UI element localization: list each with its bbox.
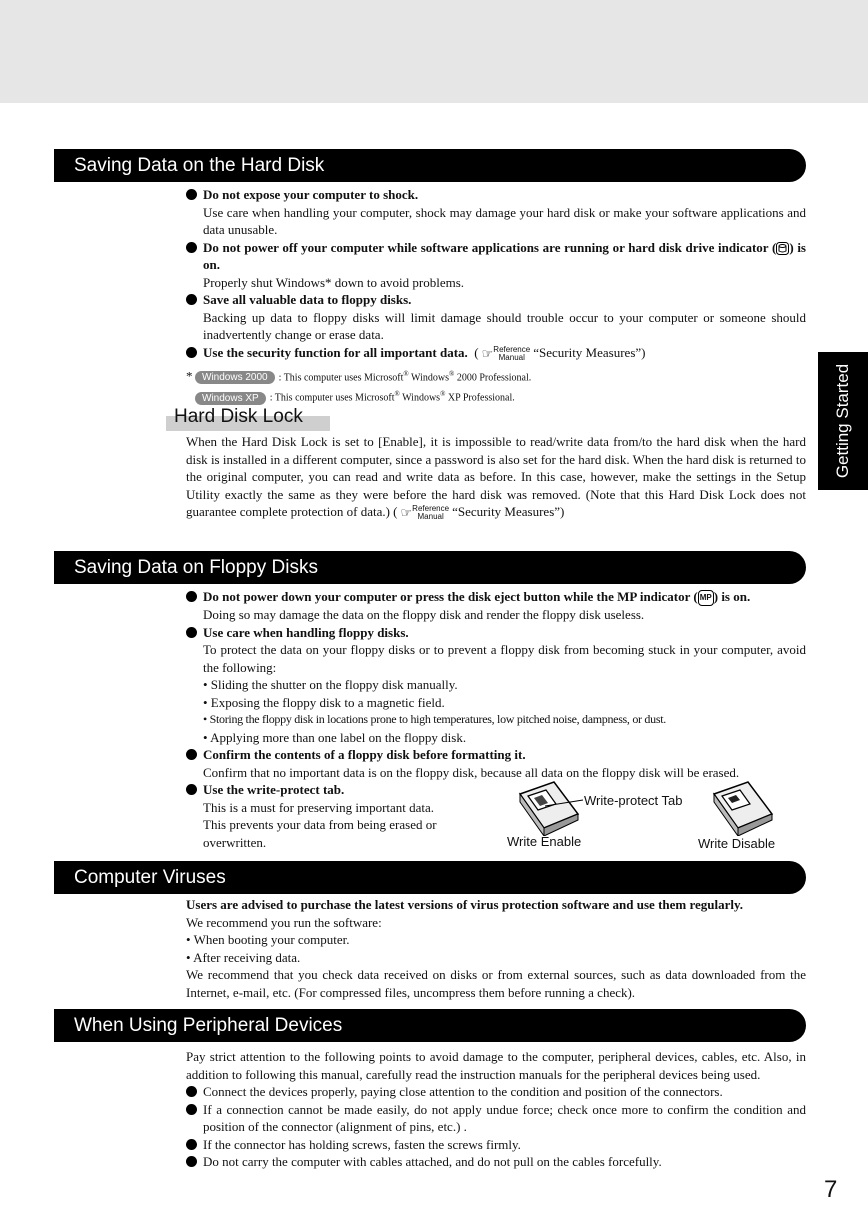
bullet-icon bbox=[186, 1139, 197, 1150]
reference-manual-icon: ☞Reference Manual bbox=[400, 504, 450, 522]
item-text: “Security Measures”) bbox=[533, 344, 646, 360]
bullet-icon bbox=[186, 784, 197, 795]
bullet-icon bbox=[186, 1104, 197, 1115]
hard-disk-lock-text: When the Hard Disk Lock is set to [Enable], it is impossible to read/write data from/to the hard disk when the hard disk is installed in a different computer, since a password is also set for the hard disk. When the hard disk is returned to the original computer, you can read and write data as before. In this case, however, make the settings in the Setup Utility exactly the same as they were before the hard disk was removed. (Note that this Hard Disk Lock does not guarantee complete protection of data.) ( ☞Reference Manual “Security Measures”) bbox=[186, 434, 806, 522]
leader-line bbox=[545, 796, 585, 808]
subsection-heading bbox=[166, 406, 330, 431]
list-item bbox=[186, 746, 806, 781]
os-badge: Windows 2000 bbox=[195, 371, 275, 384]
item-heading: Confirm the contents of a floppy disk before formatting it. bbox=[203, 747, 526, 763]
item-text: Use care when handling your computer, shock may damage your hard disk or make your software applications and data unusable. bbox=[203, 204, 806, 237]
mp-indicator-icon: MP bbox=[698, 590, 714, 606]
floppy-write-disable-icon bbox=[708, 780, 778, 836]
item-heading: Use care when handling floppy disks. bbox=[203, 624, 409, 640]
write-protect-tab-label: Write-protect Tab bbox=[584, 793, 683, 808]
viruses-heading: Users are advised to purchase the latest versions of virus protection software and use them regularly. bbox=[186, 897, 744, 912]
write-enable-label: Write Enable bbox=[507, 834, 582, 849]
item-text: Backing up data to floppy disks will limit damage should trouble occur to your computer or someone should inadvertently change or erase data. bbox=[203, 309, 806, 342]
sub-item: • Applying more than one label on the floppy disk. bbox=[203, 729, 467, 745]
viruses-line: • After receiving data. bbox=[186, 949, 301, 965]
item-text: Properly shut Windows* down to avoid problems. bbox=[203, 274, 465, 290]
item-heading: Do not power down your computer or press the disk eject button while the MP indicator ( MP ) is on. bbox=[203, 588, 806, 606]
bullet-icon bbox=[186, 347, 197, 358]
os-badge: Windows XP bbox=[195, 392, 266, 405]
sub-item: • Sliding the shutter on the floppy disk manually. bbox=[203, 677, 458, 693]
item-text: This prevents your data from being erased or bbox=[203, 817, 437, 833]
bullet-icon bbox=[186, 749, 197, 760]
bullet-icon bbox=[186, 627, 197, 638]
section-bar-hard-disk: Saving Data on the Hard Disk bbox=[54, 149, 806, 182]
item-heading: Use the write-protect tab. bbox=[203, 782, 345, 798]
bullet-icon bbox=[186, 294, 197, 305]
viruses-text bbox=[186, 896, 806, 1001]
peripheral-intro: Pay strict attention to the following points to avoid damage to the computer, peripheral devices, cables, etc. Also, in addition to following this manual, carefully read the instruction manuals for the peripheral devices being used. bbox=[186, 1049, 806, 1082]
list-item bbox=[186, 291, 806, 344]
header-band bbox=[0, 0, 868, 103]
item-heading: Do not power off your computer while software applications are running or hard disk drive indicator ( ) is on. bbox=[203, 239, 806, 272]
section-bar-peripheral: When Using Peripheral Devices bbox=[54, 1009, 806, 1042]
sub-item: • Storing the floppy disk in locations prone to high temperatures, low pitched noise, dampness, or dust. bbox=[203, 712, 666, 727]
section-bar-viruses: Computer Viruses bbox=[54, 861, 806, 894]
list-item bbox=[186, 239, 806, 292]
viruses-line: We recommend you run the software: bbox=[186, 914, 382, 930]
item-text: Doing so may damage the data on the floppy disk and render the floppy disk useless. bbox=[203, 607, 645, 623]
subsection-title: Hard Disk Lock bbox=[174, 406, 303, 427]
list-item bbox=[186, 624, 806, 747]
os-notes bbox=[186, 366, 531, 407]
item-heading: Save all valuable data to floppy disks. bbox=[203, 292, 412, 307]
list-item bbox=[186, 186, 806, 239]
bullet-icon bbox=[186, 242, 197, 253]
viruses-paragraph: We recommend that you check data received on disks or from external sources, such as data downloaded from the Internet, e-mail, etc. (For compressed files, uncompress them before running a check). bbox=[186, 967, 806, 1000]
peripheral-text bbox=[186, 1048, 806, 1171]
pointing-hand-icon: ☞ bbox=[400, 505, 413, 521]
bullet-icon bbox=[186, 1086, 197, 1097]
item-text: Confirm that no important data is on the floppy disk, because all data on the floppy disk will be erased. bbox=[203, 764, 740, 780]
reference-manual-icon: ☞Reference Manual bbox=[481, 344, 531, 362]
list-item: Use the security function for all important data. ( ☞Reference Manual “Security Measures”) bbox=[186, 344, 806, 362]
hard-disk-items bbox=[186, 186, 806, 362]
floppy-write-enable-icon bbox=[514, 780, 584, 836]
bullet-icon bbox=[186, 1156, 197, 1167]
side-tab bbox=[818, 352, 868, 490]
list-item: Connect the devices properly, paying close attention to the condition and position of the connectors. bbox=[186, 1083, 806, 1101]
list-item bbox=[186, 588, 806, 624]
item-text: overwritten. bbox=[203, 834, 267, 850]
list-item: If a connection cannot be made easily, do not apply undue force; check once more to confirm the condition and position of the connector (alignment of pins, etc.) . bbox=[186, 1101, 806, 1136]
list-item: If the connector has holding screws, fasten the screws firmly. bbox=[186, 1136, 806, 1154]
bullet-icon bbox=[186, 189, 197, 200]
section-bar-floppy: Saving Data on Floppy Disks bbox=[54, 551, 806, 584]
note-row: Windows XP : This computer uses Microsoft® Windows® XP Professional. bbox=[186, 386, 531, 406]
sub-item: • Exposing the floppy disk to a magnetic field. bbox=[203, 694, 445, 710]
item-heading: Do not expose your computer to shock. bbox=[203, 187, 419, 202]
side-tab-label: Getting Started bbox=[833, 363, 852, 479]
item-text: This is a must for preserving important data. bbox=[203, 799, 435, 815]
page-number: 7 bbox=[824, 1176, 838, 1203]
item-text: To protect the data on your floppy disks or to prevent a floppy disk from becoming stuck in your computer, avoid the following: bbox=[203, 642, 806, 675]
note-row: * Windows 2000 : This computer uses Microsoft® Windows® 2000 Professional. bbox=[186, 368, 532, 384]
item-heading: Use the security function for all important data. bbox=[203, 344, 468, 360]
viruses-line: • When booting your computer. bbox=[186, 932, 350, 947]
write-disable-label: Write Disable bbox=[698, 836, 776, 851]
bullet-icon bbox=[186, 591, 197, 602]
pointing-hand-icon: ☞ bbox=[481, 345, 494, 361]
hdd-indicator-icon bbox=[776, 242, 789, 255]
list-item: Do not carry the computer with cables attached, and do not pull on the cables forcefully. bbox=[186, 1153, 806, 1171]
